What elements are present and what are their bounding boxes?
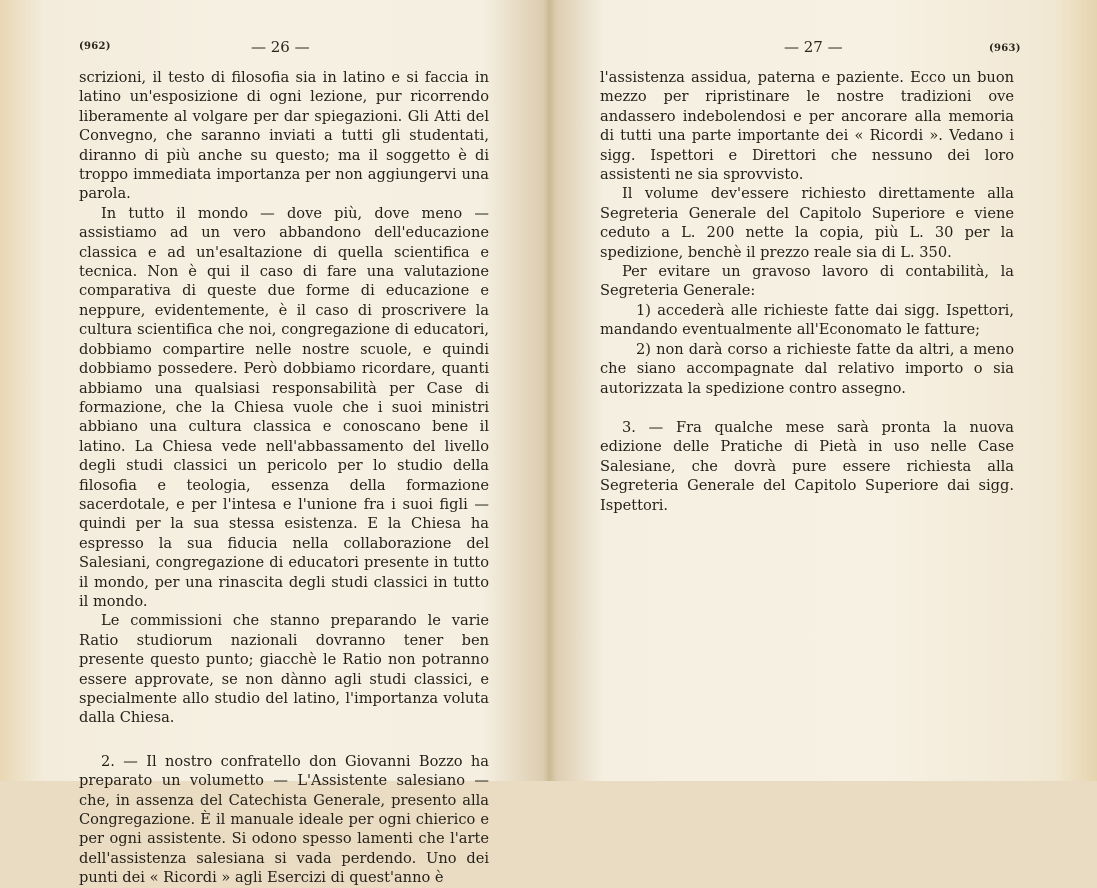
paragraph: In tutto il mondo — dove più, dove meno — assistiamo ad un vero abbandono dell'educazione classica e ad un'esaltazione di quella scientifica e tecnica. Non è qui il caso di fare una valutazione comparativa di queste due forme di educazione e neppure, evidentemente, è il caso di proscrivere la cultura scientifica che noi, congregazione di educatori, dobbiamo compartire nelle nostre scuole, e quindi dobbiamo possedere. Però dobbiamo ricordare, quanti abbiamo una qualsiasi responsabilità per Case di formazione, che la Chiesa vuole che i suoi ministri abbiano una cultura classica e conoscano bene il latino. La Chiesa vede nell'abbassamento del livello degli studi classici un pericolo per lo studio della filosofia e teologia, essenza della formazione sacerdotale, e per l'intesa e l'unione fra i suoi figli — quindi per la sua stessa esistenza. E la Chiesa ha espresso la sua fiducia nella collaborazione del Salesiani, congregazione di educatori presente in tutto il mondo, per una rinascita degli studi classici in tutto il mondo. bbox=[79, 204, 489, 610]
paragraph: Per evitare un gravoso lavoro di contabilità, la Segreteria Generale: bbox=[600, 263, 1014, 300]
paragraph: scrizioni, il testo di filosofia sia in latino e si faccia in latino un'esposizione di ogni lezione, pur ricorrendo liberamente al volgare per dar spiegazioni. Gli Atti del Convegno, che saranno inviati a tutti gli studentati, diranno di più anche su questo; ma il soggetto è di troppo immediata importanza per non aggiungervi una parola. bbox=[79, 69, 489, 203]
paragraph: 3. — Fra qualche mese sarà pronta la nuova edizione delle Pratiche di Pietà in uso nelle Case Salesiane, che dovrà pure essere richiesta alla Segreteria Generale del Capitolo Superiore dai sigg. Ispettori. bbox=[600, 418, 1014, 514]
paragraph: Le commissioni che stanno preparando le varie Ratio studiorum nazionali dovranno tener ben presente questo punto; giacchè le Ratio non potranno essere approvate, se non dànno agli studi classici, e specialmente allo studio del latino, l'importanza voluta dalla Chiesa. bbox=[79, 612, 489, 727]
list-item: 2) non darà corso a richieste fatte da altri, a meno che siano accompagnate dal relativo importo o sia autorizzata la spedizione contro assegno. bbox=[600, 340, 1014, 397]
paragraph: l'assistenza assidua, paterna e paziente. Ecco un buon mezzo per ripristinare le nostre tradizioni ove andassero indebolendosi e per ancorare alla memoria di tutti una parte importante dei « Ricordi ». Vedano i sigg. Ispettori e Direttori che nessuno dei loro assistenti ne sia sprovvisto. bbox=[600, 69, 1014, 184]
right-page-body bbox=[600, 68, 1014, 515]
left-page-body bbox=[79, 68, 489, 888]
paragraph: 2. — Il nostro confratello don Giovanni Bozzo ha preparato un volumetto — L'Assistente salesiano — che, in assenza del Catechista Generale, presento alla Congregazione. È il manuale ideale per ogni chierico e per ogni assistente. Si odono spesso lamenti che l'arte dell'assistenza salesiana si vada perdendo. Uno dei punti dei « Ricordi » agli Esercizi di quest'anno è bbox=[79, 752, 489, 887]
right-page bbox=[549, 0, 1097, 781]
page-number-left: — 26 — bbox=[251, 38, 310, 56]
list-item: 1) accederà alle richieste fatte dai sigg. Ispettori, mandando eventualmente all'Economato le fatture; bbox=[600, 301, 1014, 339]
original-folio-left: (962) bbox=[79, 41, 111, 52]
original-folio-right: (963) bbox=[989, 43, 1021, 54]
paragraph: Il volume dev'essere richiesto direttamente alla Segreteria Generale del Capitolo Superiore e viene ceduto a L. 200 nette la copia, più L. 30 per la spedizione, benchè il prezzo reale sia di L. 350. bbox=[600, 185, 1014, 261]
left-page bbox=[0, 0, 549, 887]
page-number-right: — 27 — bbox=[784, 38, 843, 56]
